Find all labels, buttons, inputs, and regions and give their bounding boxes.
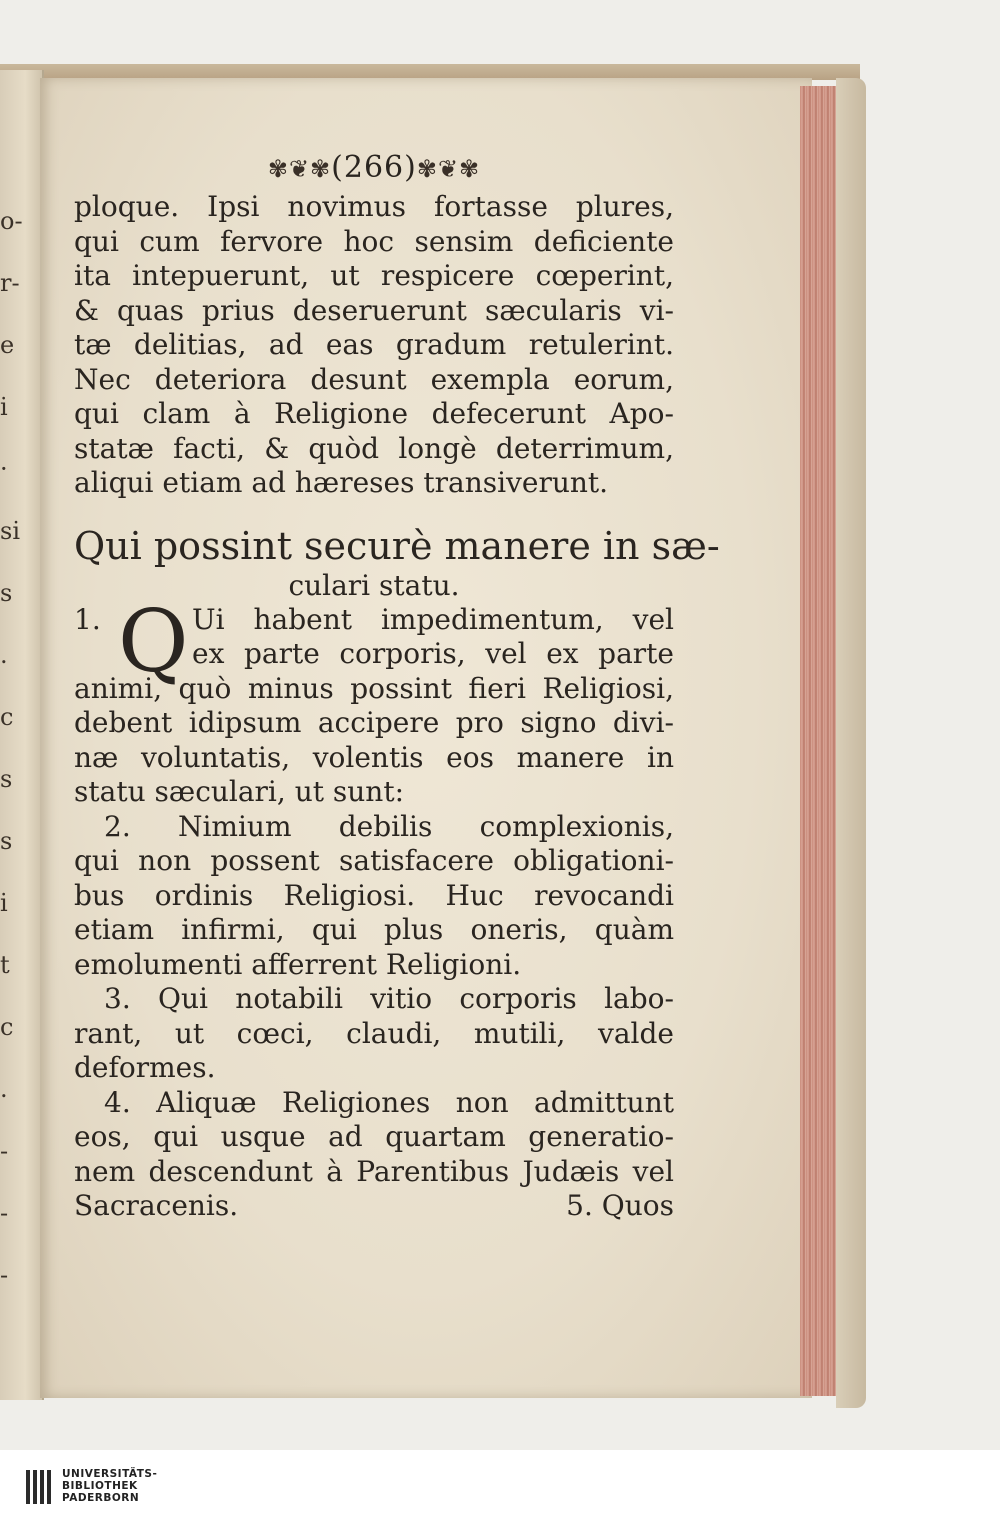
fragment: - (0, 1137, 9, 1165)
footer-bar (0, 1450, 1000, 1523)
drop-cap: Q (118, 591, 189, 692)
fragment: c (0, 703, 14, 731)
fragment: s (0, 579, 13, 607)
text-line: ex parte corporis, vel ex parte (192, 637, 674, 670)
fragment: s (0, 827, 13, 855)
paragraph-number: 1. (74, 602, 101, 636)
text-line: emolumenti afferrent Religioni. (74, 947, 522, 981)
fragment: - (0, 1199, 9, 1227)
fragment: si (0, 517, 20, 545)
paragraph-1 (74, 591, 674, 810)
fragment: t (0, 951, 10, 979)
text-line: aliqui etiam ad hæreses transiverunt. (74, 466, 609, 499)
text-line: eos, qui usque ad quartam generatio- (74, 1120, 674, 1153)
logo-line-2: BIBLIOTHEK (62, 1480, 138, 1492)
text-line: 3. Qui notabili vitio corporis labo- (104, 982, 674, 1015)
fragment: r- (0, 269, 20, 297)
text-line: statu sæculari, ut sunt: (74, 775, 404, 808)
text-line: qui non possent satisfacere obligationi- (74, 844, 674, 877)
text-line: 2. Nimium debilis complexionis, (104, 809, 674, 843)
text-line: Nec deteriora desunt exempla eorum, (74, 362, 674, 396)
text-line: & quas prius deseruerunt sæcularis vi- (74, 293, 674, 327)
page-fore-edge (800, 86, 840, 1396)
fragment: s (0, 765, 13, 793)
book-cover-edge (836, 78, 866, 1408)
section-heading: Qui possint securè manere in sæ- (74, 523, 720, 568)
logo-line-3: PADERBORN (62, 1492, 140, 1504)
text-line: qui clam à Religione defecerunt Apo- (74, 397, 674, 430)
text-line: statæ facti, & quòd longè deterrimum, (74, 431, 674, 465)
text-line: bus ordinis Religiosi. Huc revocandi (74, 878, 674, 912)
last-line-row (74, 1189, 674, 1224)
paragraph-4 (74, 1086, 674, 1224)
library-logo-text (62, 1468, 157, 1504)
text-line: qui cum fervore hoc sensim deficiente (74, 224, 674, 258)
fragment: i (0, 393, 8, 421)
text-line: tæ delitias, ad eas gradum retulerint. (74, 328, 674, 361)
fragment: c (0, 1013, 14, 1041)
text-line: ita intepuerunt, ut respicere cœperint, (74, 259, 674, 292)
page-number-header (74, 148, 674, 188)
fragment: . (0, 641, 8, 669)
text-line: næ voluntatis, volentis eos manere in (74, 740, 674, 774)
text-line: etiam infirmi, qui plus oneris, quàm (74, 913, 674, 946)
fragment: - (0, 1261, 9, 1289)
last-line-text: Sacracenis. (74, 1189, 239, 1222)
logo-line-1: UNIVERSITÄTS- (62, 1468, 158, 1480)
text-line: rant, ut cœci, claudi, mutili, valde (74, 1016, 674, 1050)
section-heading-continued: culari statu. (288, 568, 460, 602)
text-line: 4. Aliquæ Religiones non admittunt (104, 1085, 674, 1119)
fragment: . (0, 1075, 8, 1103)
text-line: debent idipsum accipere pro signo divi- (74, 706, 674, 739)
library-logo-icon (26, 1470, 54, 1504)
left-page-fragments (0, 190, 23, 1306)
page-number: (266) (331, 150, 417, 185)
fragment: e (0, 331, 15, 359)
fragment: i (0, 889, 8, 917)
fragment: o- (0, 207, 23, 235)
text-line: deformes. (74, 1051, 216, 1084)
text-line: ploque. Ipsi novimus fortasse plures, (74, 190, 674, 223)
paragraph-2 (74, 810, 674, 983)
paragraph-3 (74, 982, 674, 1086)
text-line: animi, quò minus possint fieri Religiosi, (74, 671, 674, 705)
ornament-right: ✾❦✾ (416, 155, 481, 183)
text-line: nem descendunt à Parentibus Judæis vel (74, 1154, 674, 1188)
text-line: Ui habent impedimentum, vel (192, 602, 674, 636)
catchword: 5. Quos (566, 1189, 674, 1222)
ornament-left: ✾❦✾ (267, 155, 332, 183)
page-text (74, 148, 720, 1224)
fragment: · (0, 455, 8, 483)
